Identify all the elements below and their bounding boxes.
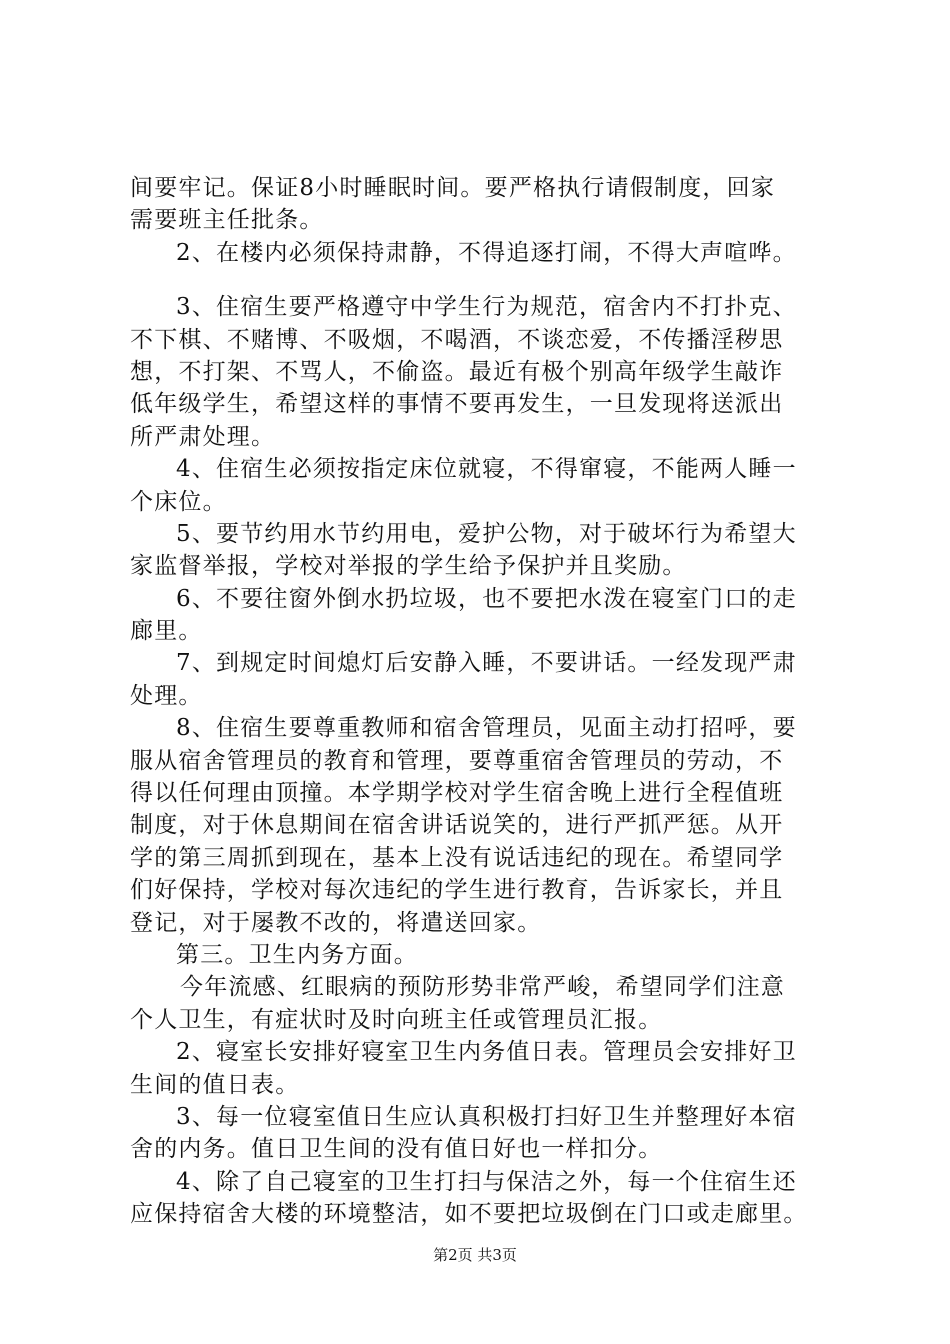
text-line: 生间的值日表。 [130,1071,300,1098]
text-line: 2、在楼内必须保持肃静，不得追逐打闹，不得大声喧哗。 [176,239,797,266]
text-line: 所严肃处理。 [130,423,276,450]
document-body [130,172,840,1231]
text-line: 今年流感、红眼病的预防形势非常严峻，希望同学们注意 [180,974,785,1001]
text-line: 间要牢记。保证8小时睡眠时间。要严格执行请假制度，回家 [130,175,776,201]
text-line: 2、寝室长安排好寝室卫生内务值日表。管理员会安排好卫 [176,1039,797,1066]
text-line: 个床位。 [130,488,227,515]
text-line: 4、除了自己寝室的卫生打扫与保洁之外，每一个住宿生还 [176,1168,797,1195]
text-line: 3、住宿生要严格遵守中学生行为规范，宿舍内不打扑克、 [176,294,797,321]
text-line: 8、住宿生要尊重教师和宿舍管理员，见面主动打招呼，要 [176,715,797,742]
text-line: 5、要节约用水节约用电，爱护公物，对于破坏行为希望大 [176,520,797,547]
section-heading: 第三。卫生内务方面。 [176,941,418,968]
paragraph-gap [130,269,840,291]
text-line: 6、不要往窗外倒水扔垃圾，也不要把水泼在寝室门口的走 [176,585,797,612]
text-line: 登记，对于屡教不改的，将遣送回家。 [130,909,542,936]
text-line: 学的第三周抓到现在，基本上没有说话违纪的现在。希望同学 [130,844,784,871]
text-line: 应保持宿舍大楼的环境整洁，如不要把垃圾倒在门口或走廊里。 [130,1201,808,1228]
text-line: 低年级学生，希望这样的事情不要再发生，一旦发现将送派出 [130,391,784,418]
text-line: 廊里。 [130,618,203,645]
text-line: 4、住宿生必须按指定床位就寝，不得窜寝，不能两人睡一 [176,456,797,483]
text-line: 服从宿舍管理员的教育和管理，要尊重宿舍管理员的劳动，不 [130,747,784,774]
text-line: 3、每一位寝室值日生应认真积极打扫好卫生并整理好本宿 [176,1103,797,1130]
text-line: 处理。 [130,682,203,709]
text-line: 得以任何理由顶撞。本学期学校对学生宿舍晚上进行全程值班 [130,780,784,807]
text-line: 们好保持，学校对每次违纪的学生进行教育，告诉家长，并且 [130,877,784,904]
text-line: 需要班主任批条。 [130,207,324,234]
text-line: 家监督举报，学校对举报的学生给予保护并且奖励。 [130,553,687,580]
text-line: 制度，对于休息期间在宿舍讲话说笑的，进行严抓严惩。从开 [130,812,784,839]
text-line: 舍的内务。值日卫生间的没有值日好也一样扣分。 [130,1136,663,1163]
text-line: 不下棋、不赌博、不吸烟，不喝酒，不谈恋爱，不传播淫秽思 [130,326,784,353]
text-line: 想，不打架、不骂人，不偷盗。最近有极个别高年级学生敲诈 [130,358,784,385]
text-line: 7、到规定时间熄灯后安静入睡，不要讲话。一经发现严肃 [176,650,797,677]
text-line: 个人卫生，有症状时及时向班主任或管理员汇报。 [130,1006,663,1033]
page-number-footer: 第2页 共3页 [433,1246,517,1264]
